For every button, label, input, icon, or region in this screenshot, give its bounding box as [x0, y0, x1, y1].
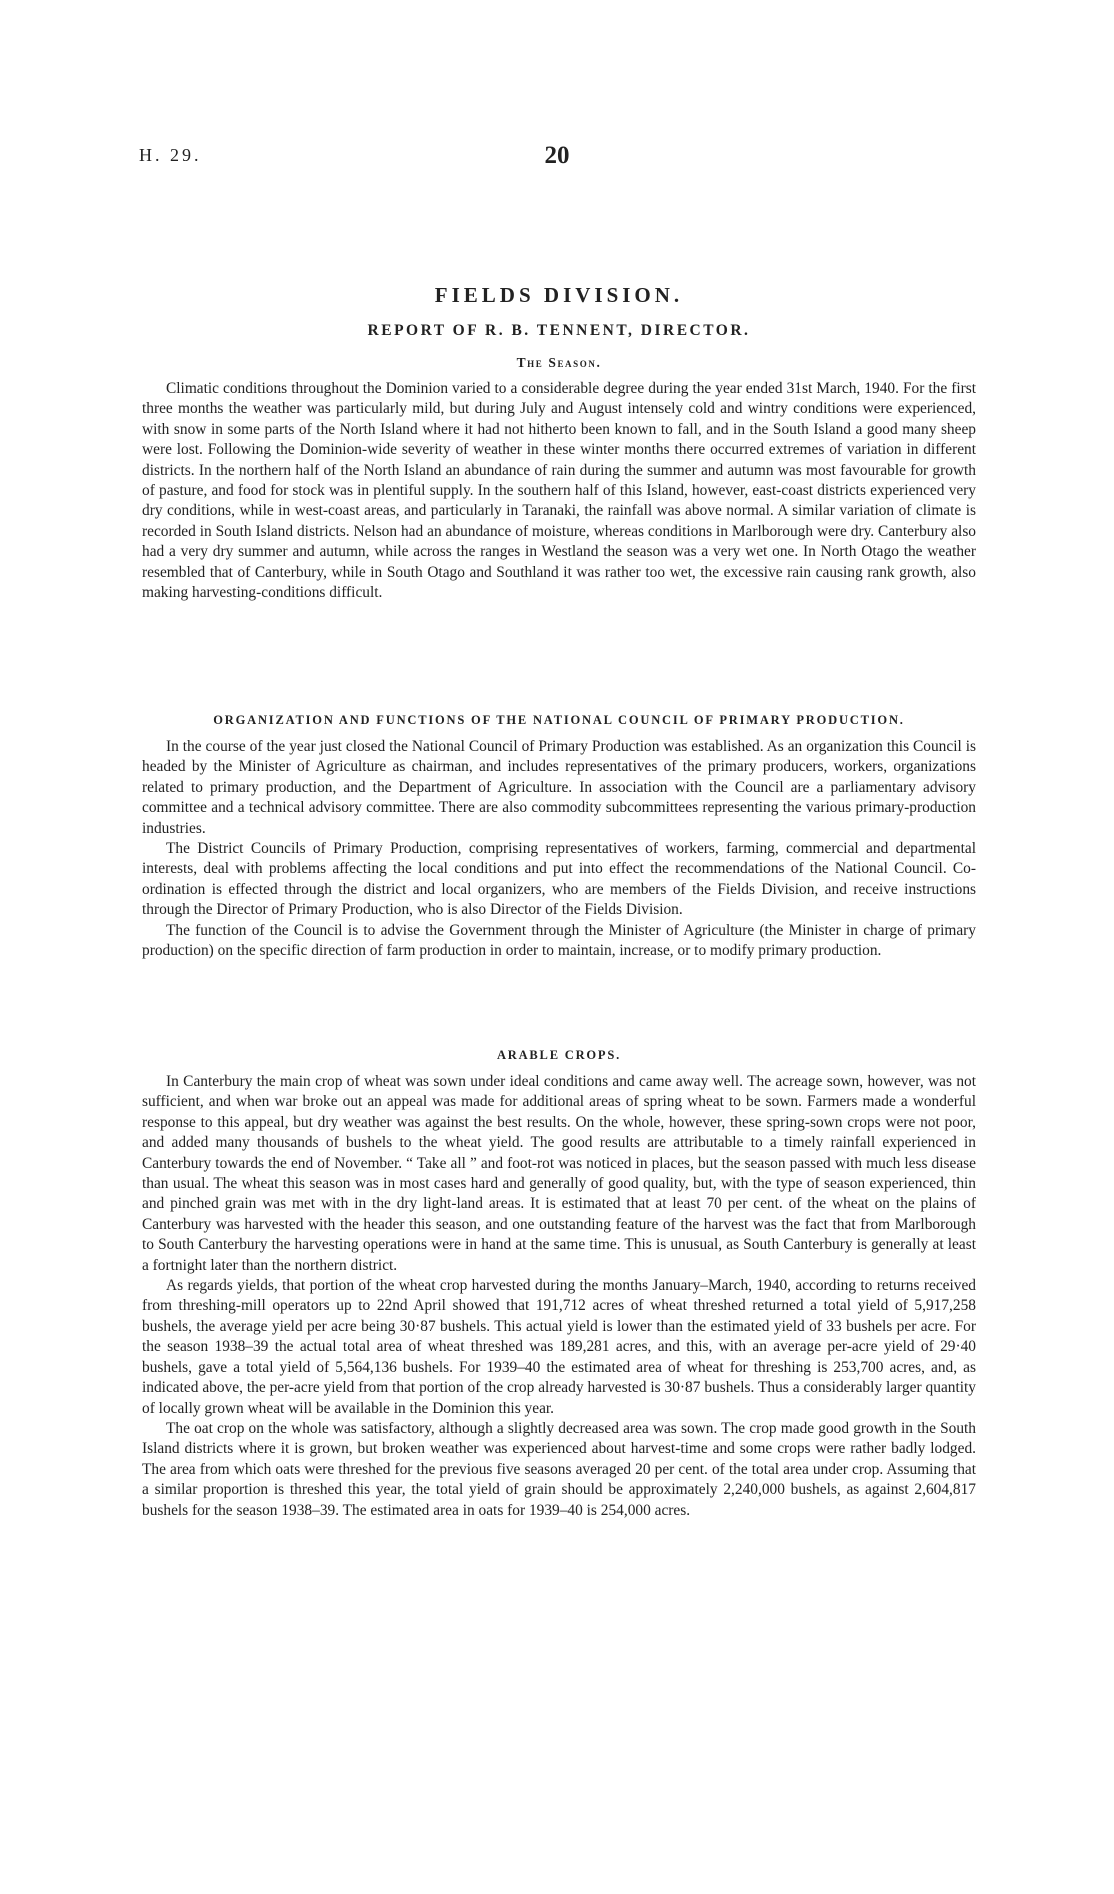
paragraph: Climatic conditions throughout the Dominion varied to a considerable degree during the year ended 31st March, 1940. For the first three months the weather was particularly mild, but during July and August intensely cold and wintry conditions were experienced, with snow in some parts of the North Island where it had not hitherto been known to fall, and in the South Island a good many sheep were lost. Following the Dominion-wide severity of weather in these winter months there occurred extremes of variation in different districts. In the northern half of the North Island an abundance of rain during the summer and autumn was most favourable for growth of pasture, and food for stock was in plentiful supply. In the southern half of this Island, however, east-coast districts experienced very dry conditions, while in west-coast areas, and particularly in Taranaki, the rainfall was above normal. A similar variation of climate is recorded in South Island districts. Nelson had an abundance of moisture, whereas conditions in Marlborough were dry. Canterbury also had a very dry summer and autumn, while across the ranges in Westland the season was a very wet one. In North Otago the weather resembled that of Canterbury, while in South Otago and Southland it was rather too wet, the excessive rain causing rank growth, also making harvesting-conditions difficult. [142, 380, 976, 602]
section-arable-crops-body [142, 1072, 976, 1521]
section-heading: The Season. [516, 355, 602, 370]
section-season-body [142, 379, 976, 603]
section-season [142, 355, 976, 371]
paragraph: The function of the Council is to advise the Government through the Minister of Agriculture (the Minister in charge of primary production) on the specific direction of farm production in order to maintain, increase, or to modify primary production. [142, 921, 976, 960]
subtitle-block [142, 322, 976, 340]
section-heading: ARABLE CROPS. [496, 1048, 622, 1062]
report-subtitle: REPORT OF R. B. TENNENT, DIRECTOR. [367, 322, 751, 339]
section-organization [142, 713, 976, 728]
paragraph: The District Councils of Primary Production, comprising representatives of workers, farming, commercial and departmental interests, deal with problems affecting the local conditions and put into effect the recommendations of the National Council. Co-ordination is effected through the district and local organizers, who are members of the Fields Division, and receive instructions through the Director of Primary Production, who is also Director of the Fields Division. [142, 840, 976, 919]
section-arable-crops [142, 1048, 976, 1063]
paragraph: In the course of the year just closed the National Council of Primary Production was established. As an organization this Council is headed by the Minister of Agriculture as chairman, and includes representatives of the primary producers, workers, organizations related to primary production, and the Department of Agriculture. In association with the Council are a parliamentary advisory committee and a technical advisory committee. There are also commodity subcommittees representing the various primary-production industries. [142, 738, 976, 837]
section-heading: ORGANIZATION AND FUNCTIONS OF THE NATIONAL COUNCIL OF PRIMARY PRODUCTION. [213, 713, 905, 727]
paragraph: As regards yields, that portion of the wheat crop harvested during the months January–March, 1940, according to returns received from threshing-mill operators up to 22nd April showed that 191,712 acres of wheat threshed returned a total yield of 5,917,258 bushels, the average yield per acre being 30·87 bushels. This actual yield is lower than the estimated yield of 33 bushels per acre. For the season 1938–39 the actual total area of wheat threshed was 189,281 acres, and this, with an average per-acre yield of 29·40 bushels, gave a total yield of 5,564,136 bushels. For 1939–40 the estimated area of wheat for threshing is 253,700 acres, and, as indicated above, the per-acre yield from that portion of the crop already harvested is 30·87 bushels. Thus a considerably larger quantity of locally grown wheat will be available in the Dominion this year. [142, 1277, 976, 1417]
section-organization-body [142, 737, 976, 961]
division-title: FIELDS DIVISION. [434, 283, 684, 307]
page-number: 20 [544, 142, 570, 169]
title-block [142, 283, 976, 308]
paragraph: In Canterbury the main crop of wheat was sown under ideal conditions and came away well. The acreage sown, however, was not sufficient, and when war broke out an appeal was made for additional areas of spring wheat to be sown. Farmers made a wonderful response to this appeal, but dry weather was against the best results. On the whole, however, these spring-sown crops were not poor, and added many thousands of bushels to the wheat yield. The good results are attributable to a timely rainfall experienced in Canterbury towards the end of November. “ Take all ” and foot-rot was noticed in places, but the season passed with much less disease than usual. The wheat this season was in most cases hard and generally of good quality, but, with the type of season experienced, thin and pinched grain was met with in the dry light-land areas. It is estimated that at least 70 per cent. of the wheat on the plains of Canterbury was harvested with the header this season, and one outstanding feature of the harvest was the fact that from Marlborough to South Canterbury the harvesting operations were in hand at the same time. This is unusual, as South Canterbury is generally at least a fortnight later than the northern district. [142, 1073, 976, 1274]
paragraph: The oat crop on the whole was satisfactory, although a slightly decreased area was sown. The crop made good growth in the South Island districts where it is grown, but broken weather was experienced about harvest-time and some crops were rather badly lodged. The area from which oats were threshed for the previous five seasons averaged 20 per cent. of the total area under crop. Assuming that a similar proportion is threshed this year, the total yield of grain should be approximately 2,240,000 bushels, as against 2,604,817 bushels for the season 1938–39. The estimated area in oats for 1939–40 is 254,000 acres. [142, 1419, 976, 1519]
document-reference: H. 29. [139, 145, 202, 165]
